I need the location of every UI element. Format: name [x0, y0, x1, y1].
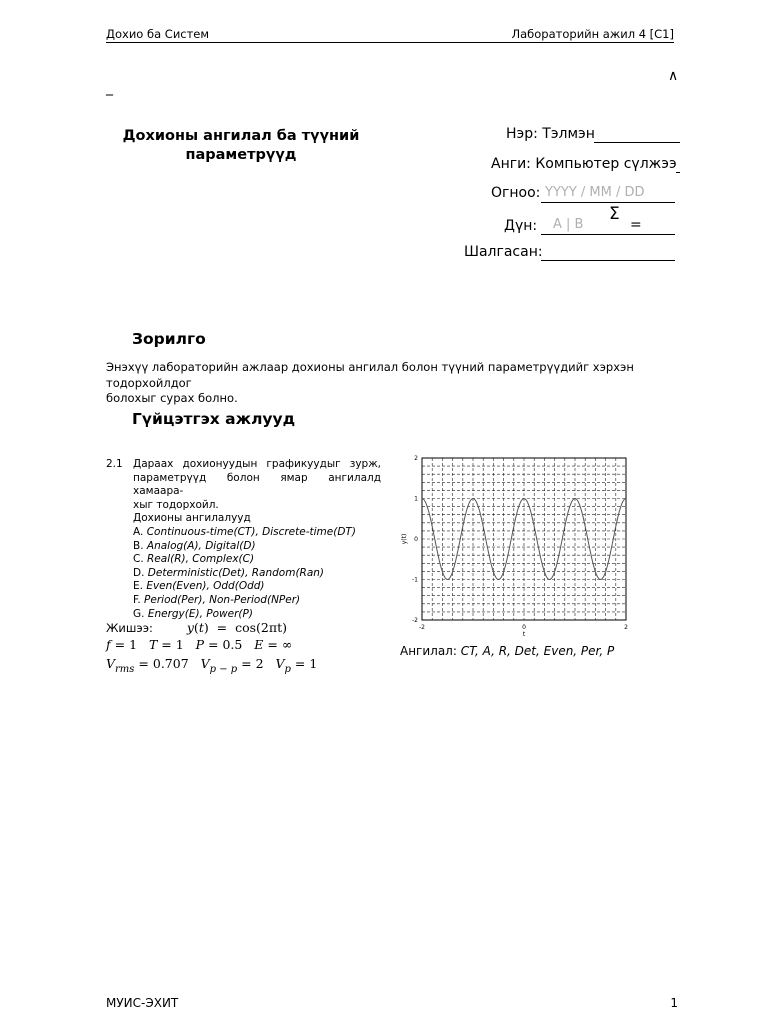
- caret-mark: ∧: [668, 68, 679, 84]
- date-field[interactable]: [541, 185, 675, 203]
- param-v-pp: V: [200, 656, 210, 671]
- class-letter: C.: [133, 553, 144, 566]
- example-label: Жишээ:: [106, 621, 153, 635]
- goal-line-1: Энэхүү лабораторийн ажлаар дохионы ангилал болон түүний параметрүүдийг хэрхэн тодорхойлдог: [106, 360, 634, 390]
- goal-text: [106, 360, 686, 407]
- x-tick-label: -2: [419, 624, 425, 631]
- classes-title: Дохионы ангилалууд: [133, 512, 251, 525]
- task-desc-line-1: Дараах дохионуудын графикуудыг зурж,: [133, 458, 381, 470]
- classification-value: CT, A, R, Det, Even, Per, P: [460, 644, 615, 658]
- y-axis-label: y(t): [401, 533, 408, 545]
- sigma-symbol: Σ: [609, 204, 620, 224]
- goal-line-2: болохыг сурах болно.: [106, 391, 238, 405]
- eq-t: t: [198, 620, 204, 635]
- class-letter: D.: [133, 566, 145, 579]
- class-text: Analog(A), Digital(D): [146, 539, 256, 552]
- class-field[interactable]: [676, 158, 680, 173]
- param-f: f: [106, 637, 111, 652]
- class-text: Even(Even), Odd(Odd): [146, 580, 265, 593]
- param-f-value: = 1: [114, 637, 138, 652]
- header-right: Лабораторийн ажил 4 [C1]: [511, 27, 674, 41]
- date-placeholder: YYYY / MM / DD: [545, 185, 645, 200]
- goal-heading: Зорилго: [132, 330, 206, 348]
- pp-subscript: p − p: [209, 663, 238, 675]
- param-v-p: V: [275, 656, 285, 671]
- task-desc-line-3: хыг тодорхойл.: [133, 498, 219, 511]
- rms-subscript: rms: [115, 663, 135, 675]
- example-params: [106, 637, 292, 652]
- name-label: Нэр: Тэлмэн: [506, 126, 595, 142]
- classification: [400, 644, 614, 658]
- x-tick-label: 0: [522, 624, 526, 631]
- class-letter: E.: [133, 580, 143, 593]
- header-rule: [106, 42, 674, 43]
- class-item: [133, 567, 381, 581]
- class-item: [133, 594, 381, 608]
- eq-y: y: [186, 620, 194, 635]
- param-E: E: [254, 637, 264, 652]
- y-tick-label: -2: [412, 617, 418, 624]
- x-tick-label: 2: [624, 624, 628, 631]
- checked-field[interactable]: [541, 246, 675, 261]
- name-field[interactable]: [594, 128, 680, 143]
- score-placeholder: A | B: [553, 217, 584, 232]
- task-description: [133, 458, 381, 621]
- page-title-line1: Дохионы ангилал ба түүний: [122, 128, 360, 144]
- class-item: [133, 553, 381, 567]
- signal-chart: [396, 450, 636, 640]
- classes-list: [133, 526, 381, 621]
- class-text: Energy(E), Power(P): [147, 607, 253, 620]
- page-title: [110, 127, 372, 165]
- date-label: Огноо:: [491, 185, 541, 201]
- class-letter: G.: [133, 607, 145, 620]
- param-T-value: = 1: [161, 637, 184, 652]
- page-number: 1: [670, 996, 678, 1010]
- score-label: Дүн:: [504, 218, 538, 234]
- page-title-line2: параметрүүд: [185, 147, 297, 163]
- dash-mark: _: [106, 80, 113, 96]
- x-axis-label: t: [522, 631, 526, 638]
- param-E-value: = ∞: [267, 637, 293, 652]
- class-letter: F.: [133, 593, 141, 606]
- param-T: T: [148, 637, 158, 652]
- task-number: 2.1: [106, 458, 123, 470]
- y-tick-label: 2: [414, 455, 418, 462]
- v-p-value: = 1: [294, 656, 318, 671]
- class-item: [133, 540, 381, 554]
- class-text: Deterministic(Det), Random(Ran): [147, 566, 325, 579]
- class-text: Period(Per), Non-Period(NPer): [144, 593, 301, 606]
- param-P: P: [195, 637, 205, 652]
- footer-left: МУИС-ЭХИТ: [106, 996, 179, 1010]
- class-text: Real(R), Complex(C): [147, 553, 255, 566]
- task-desc-line-2: параметрүүд болон ямар ангилалд хамаара-: [133, 471, 381, 498]
- param-v-rms: V: [106, 656, 116, 671]
- score-field[interactable]: [541, 204, 675, 235]
- checked-label: Шалгасан:: [464, 244, 543, 260]
- class-letter: B.: [133, 539, 144, 552]
- eq-rhs: cos(2πt): [235, 620, 287, 635]
- classification-label: Ангилал:: [400, 644, 457, 658]
- class-text: Continuous-time(CT), Discrete-time(DT): [146, 525, 356, 538]
- y-tick-label: 0: [414, 536, 418, 543]
- class-item: [133, 580, 381, 594]
- p-subscript: p: [284, 663, 291, 675]
- v-pp-value: = 2: [241, 656, 264, 671]
- class-label: Анги: Компьютер сүлжээ: [491, 156, 677, 172]
- class-item: [133, 526, 381, 540]
- y-tick-label: -1: [412, 576, 418, 584]
- y-tick-label: 1: [414, 495, 418, 503]
- class-letter: A.: [133, 525, 144, 538]
- example-equation: Жишээ: y(t) = cos(2πt): [106, 620, 287, 635]
- param-P-value: = 0.5: [208, 637, 243, 652]
- example-voltages: [106, 656, 317, 675]
- tasks-heading: Гүйцэтгэх ажлууд: [132, 410, 296, 428]
- header-left: Дохио ба Систем: [106, 27, 210, 41]
- v-rms-value: = 0.707: [138, 656, 189, 671]
- equals-sign: =: [630, 217, 642, 233]
